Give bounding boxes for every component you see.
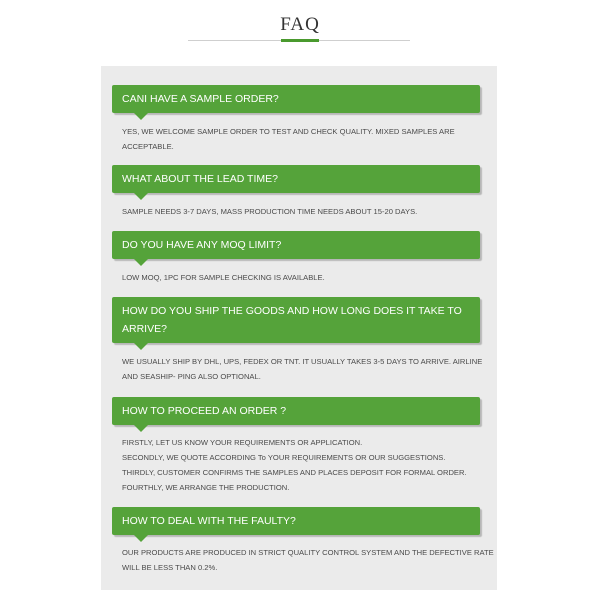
faq-answer-5-line-1: FIRSTLY, LET US KNOW YOUR REQUIREMENTS OR APPLICATION.: [122, 438, 363, 447]
faq-answer-6: OUR PRODUCTS ARE PRODUCED IN STRICT QUALITY CONTROL SYSTEM AND THE DEFECTIVE RATE WILL BE LESS THAN 0.2%.: [122, 548, 494, 572]
faq-question-1: CANI HAVE A SAMPLE ORDER?: [112, 85, 480, 113]
faq-question-6: HOW TO DEAL WITH THE FAULTY?: [112, 507, 480, 535]
faq-question-4: HOW DO YOU SHIP THE GOODS AND HOW LONG DOES IT TAKE TO ARRIVE?: [112, 297, 480, 343]
faq-answer-5-line-2: SECONDLY, WE QUOTE ACCORDING To YOUR REQUIREMENTS OR OUR SUGGESTIONS.: [122, 453, 446, 462]
faq-answer-3: LOW MOQ, 1PC FOR SAMPLE CHECKING IS AVAILABLE.: [122, 273, 325, 282]
faq-answer-1: YES, WE WELCOME SAMPLE ORDER TO TEST AND CHECK QUALITY. MIXED SAMPLES ARE ACCEPTABLE.: [122, 127, 455, 151]
faq-answer-5: [122, 435, 494, 495]
faq-question-3: DO YOU HAVE ANY MOQ LIMIT?: [112, 231, 480, 259]
faq-question-5: HOW TO PROCEED AN ORDER ?: [112, 397, 480, 425]
title-accent-bar: [281, 39, 319, 42]
faq-answer-2: SAMPLE NEEDS 3-7 DAYS, MASS PRODUCTION TIME NEEDS ABOUT 15-20 DAYS.: [122, 207, 418, 216]
faq-answer-4: WE USUALLY SHIP BY DHL, UPS, FEDEX OR TNT. IT USUALLY TAKES 3-5 DAYS TO ARRIVE. AIRLINE AND SEASHIP- PING ALSO OPTIONAL.: [122, 357, 483, 381]
faq-question-2: WHAT ABOUT THE LEAD TIME?: [112, 165, 480, 193]
page-title: FAQ: [280, 14, 320, 35]
faq-answer-5-line-3: THIRDLY, CUSTOMER CONFIRMS THE SAMPLES AND PLACES DEPOSIT FOR FORMAL ORDER. FOURTHLY, WE ARRANGE THE PRODUCTION.: [122, 468, 467, 492]
